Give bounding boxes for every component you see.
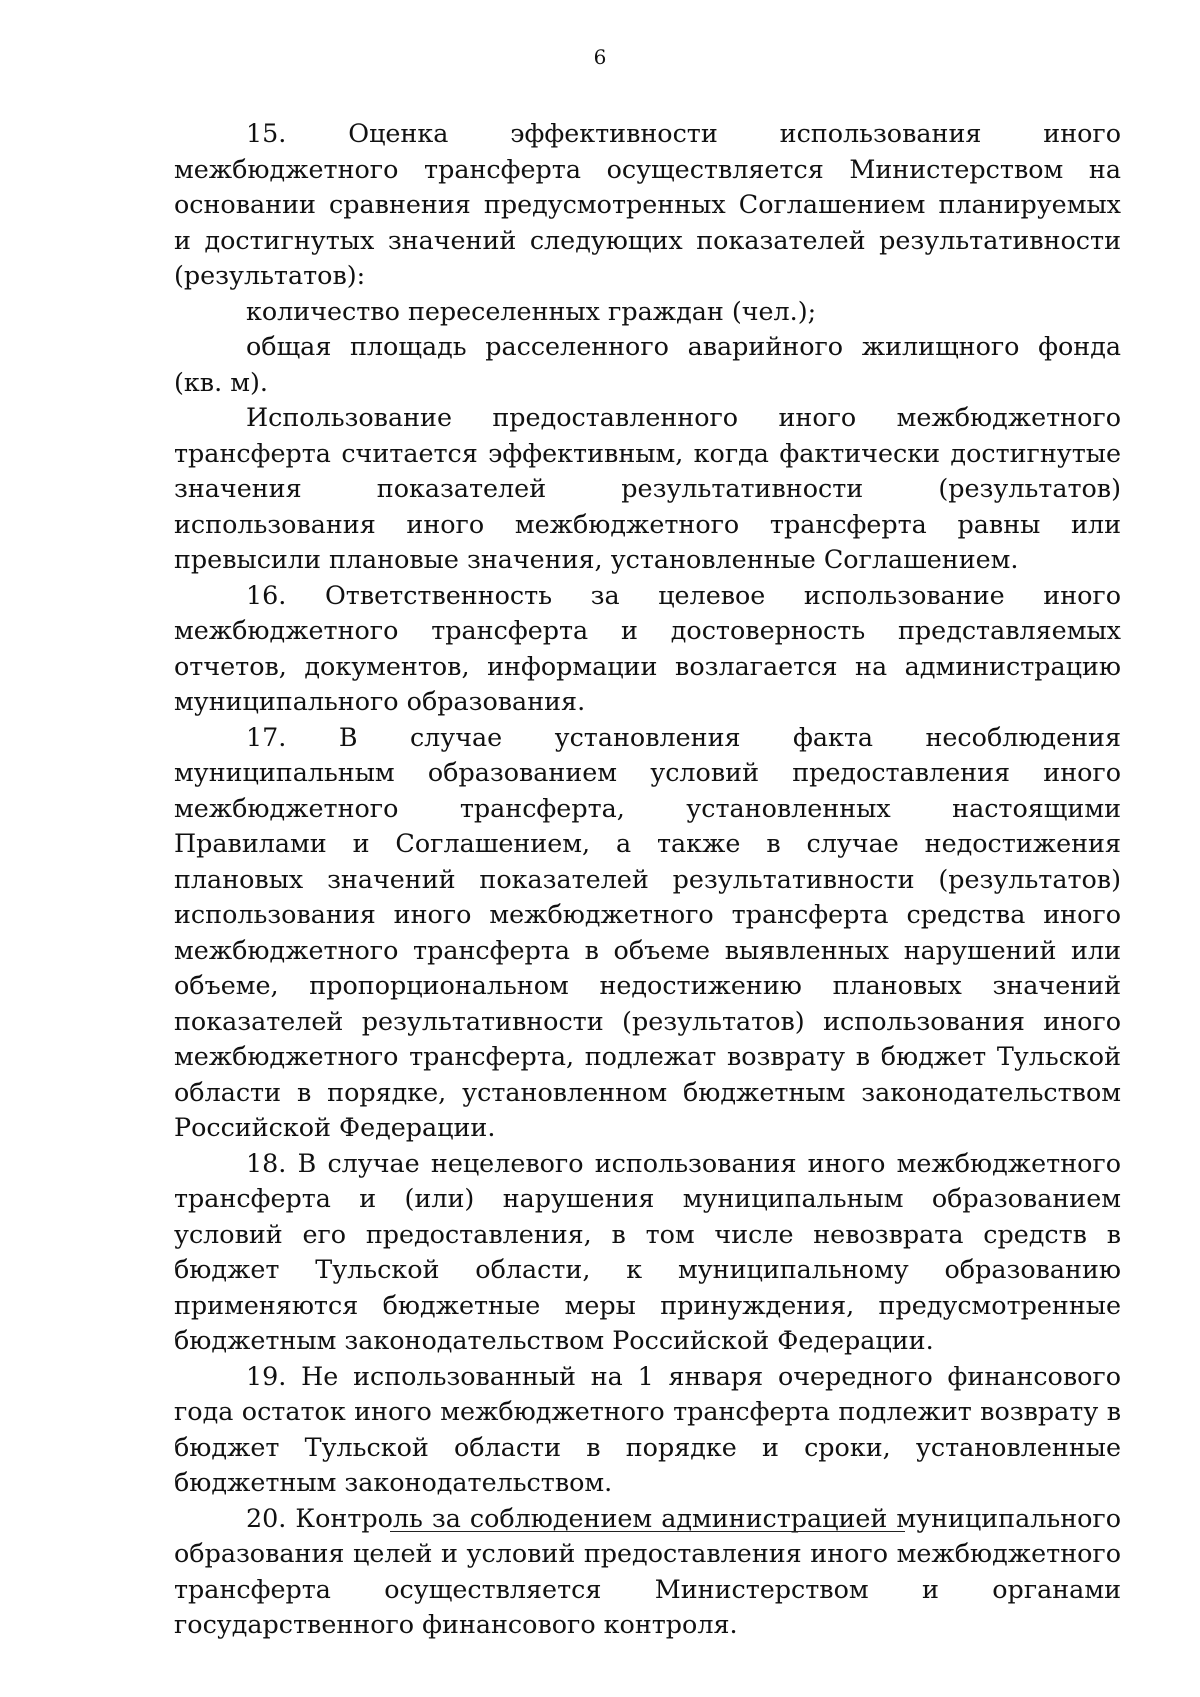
paragraph-20: 20. Контроль за соблюдением администрацией муниципального образования целей и условий предоставления иного межбюджетного трансферта осуществляется Министерством и органами государственного финансового контроля.	[174, 1502, 1121, 1639]
document-body	[174, 116, 1121, 1643]
paragraph-19: 19. Не использованный на 1 января очередного финансового года остаток иного межбюджетного трансферта подлежит возврату в бюджет Тульской области в порядке и сроки, установленные бюджетным законодательством.	[174, 1360, 1121, 1497]
paragraph-18: 18. В случае нецелевого использования иного межбюджетного трансферта и (или) нарушения муниципальным образованием условий его предоставления, в том числе невозврата средств в бюджет Тульской области, к муниципальному образованию применяются бюджетные меры принуждения, предусмотренные бюджетным законодательством Российской Федерации.	[174, 1147, 1121, 1355]
paragraph-efficiency-criteria: Использование предоставленного иного межбюджетного трансферта считается эффективным, когда фактически достигнутые значения показателей результативности (результатов) использования иного межбюджетного трансферта равны или превысили плановые значения, установленные Соглашением.	[174, 402, 1121, 574]
paragraph-16: 16. Ответственность за целевое использование иного межбюджетного трансферта и достоверность представляемых отчетов, документов, информации возлагается на администрацию муниципального образования.	[174, 579, 1121, 716]
list-item-resettled-citizens: количество переселенных граждан (чел.);	[246, 295, 817, 326]
end-divider-line	[390, 1531, 905, 1532]
paragraph-15: 15. Оценка эффективности использования иного межбюджетного трансферта осуществляется Министерством на основании сравнения предусмотренных Соглашением планируемых и достигнутых значений следующих показателей результативности (результатов):	[174, 118, 1121, 290]
page-number: 6	[593, 45, 607, 69]
list-item-housing-area: общая площадь расселенного аварийного жилищного фонда (кв. м).	[174, 331, 1121, 397]
paragraph-17: 17. В случае установления факта несоблюдения муниципальным образованием условий предоставления иного межбюджетного трансферта, установленных настоящими Правилами и Соглашением, а также в случае недостижения плановых значений показателей результативности (результатов) использования иного межбюджетного трансферта средства иного межбюджетного трансферта в объеме выявленных нарушений или объеме, пропорциональном недостижению плановых значений показателей результативности (результатов) использования иного межбюджетного трансферта, подлежат возврату в бюджет Тульской области в порядке, установленном бюджетным законодательством Российской Федерации.	[174, 721, 1121, 1142]
